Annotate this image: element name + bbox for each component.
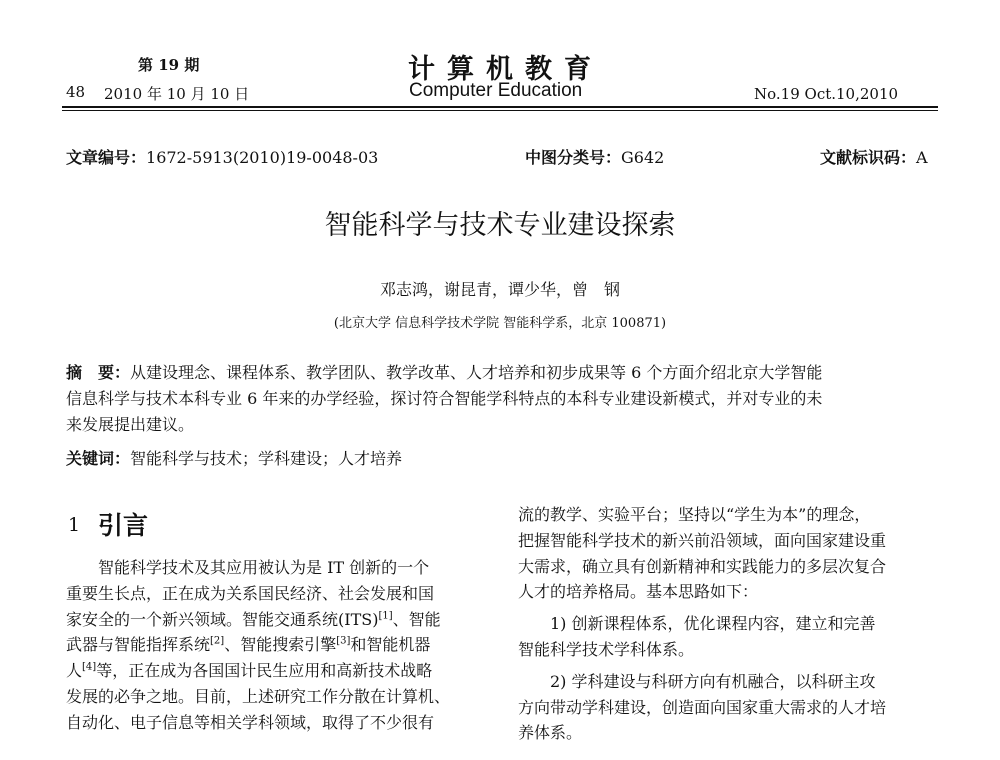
article-number-label: 文章编号：	[66, 148, 147, 167]
affiliation: (北京大学 信息科学技术学院 智能科学系，北京 100871)	[333, 316, 667, 331]
body-line: 智能科学技术及其应用被认为是 IT 创新的一个	[98, 558, 430, 577]
citation-ref: [4]	[82, 661, 97, 673]
issue-label: 第 19 期	[138, 56, 200, 74]
abstract-text: 从建设理念、课程体系、教学团队、教学改革、人才培养和初步成果等 6 个方面介绍北京大学智能	[130, 363, 823, 382]
body-line	[66, 607, 486, 633]
abstract-line: 信息科学与技术本科专业 6 年来的办学经验，探讨符合智能学科特点的本科专业建设新模式，并对专业的未	[66, 389, 823, 408]
section-number: 1	[68, 514, 81, 536]
journal-title-cn: 计算机教育	[408, 54, 603, 85]
list-item-2: 2) 学科建设与科研方向有机融合，以科研主攻	[550, 671, 876, 691]
body-line: 重要生长点，正在成为关系国民经济、社会发展和国	[66, 583, 435, 603]
abstract-line: 来发展提出建议。	[66, 415, 195, 434]
document-code-label: 文献标识码：	[820, 148, 917, 167]
body-column-left	[66, 555, 486, 736]
body-text: 家安全的一个新兴领域。智能交通系统(ITS)	[66, 609, 379, 629]
list-item-2-cont: 方向带动学科建设，创造面向国家重大需求的人才培	[518, 697, 887, 717]
body-line	[66, 632, 486, 658]
body-line: 人才的培养格局。基本思路如下：	[518, 582, 759, 602]
body-text: 人	[66, 661, 83, 681]
author-list: 邓志鸿，谢昆青，谭少华，曾 钢	[379, 280, 620, 299]
classification-label: 中图分类号：	[525, 148, 622, 167]
list-item-2-cont: 养体系。	[518, 723, 583, 743]
paper-title: 智能科学与技术专业建设探索	[324, 210, 676, 241]
classification-number	[525, 145, 664, 168]
list-item-1: 1) 创新课程体系，优化课程内容，建立和完善	[550, 614, 876, 634]
list-item-1-cont: 智能科学技术学科体系。	[518, 639, 695, 659]
body-text: 、智能搜索引擎	[224, 635, 337, 655]
body-column-right	[518, 502, 938, 746]
abstract-label: 摘 要：	[66, 363, 131, 382]
abstract	[66, 360, 938, 438]
body-line: 自动化、电子信息等相关学科领域，取得了不少很有	[66, 712, 435, 732]
body-text: 、智能	[392, 609, 441, 629]
citation-ref: [3]	[336, 636, 351, 648]
body-text: 等，正在成为各国国计民生应用和高新技术战略	[96, 661, 433, 681]
body-line	[66, 658, 486, 684]
body-line: 流的教学、实验平台；坚持以“学生为本”的理念，	[518, 505, 871, 524]
body-line: 把握智能科学技术的新兴前沿领域，面向国家建设重	[518, 530, 887, 550]
body-line: 大需求，确立具有创新精神和实践能力的多层次复合	[518, 556, 887, 576]
page-number: 48	[66, 83, 86, 101]
publication-date-cn: 2010 年 10 月 10 日	[104, 85, 250, 103]
body-text: 武器与智能指挥系统	[66, 635, 211, 655]
keywords-label: 关键词：	[66, 449, 131, 468]
journal-title-en: Computer Education	[409, 80, 583, 101]
article-number	[66, 145, 378, 168]
citation-ref: [1]	[378, 610, 393, 622]
citation-ref: [2]	[210, 636, 225, 648]
document-code	[820, 145, 928, 168]
body-line: 发展的必争之地。目前，上述研究工作分散在计算机、	[66, 686, 451, 706]
classification-value: G642	[621, 148, 665, 167]
issue-info-en: No.19 Oct.10,2010	[754, 85, 899, 103]
article-number-value: 1672-5913(2010)19-0048-03	[146, 148, 379, 167]
keywords-text: 智能科学与技术；学科建设；人才培养	[130, 449, 403, 468]
keywords	[66, 446, 402, 469]
header-rule	[62, 106, 938, 111]
abstract-line	[66, 360, 938, 386]
section-title: 引言	[98, 511, 149, 540]
document-code-value: A	[916, 148, 928, 167]
body-text: 和智能机器	[350, 635, 431, 655]
